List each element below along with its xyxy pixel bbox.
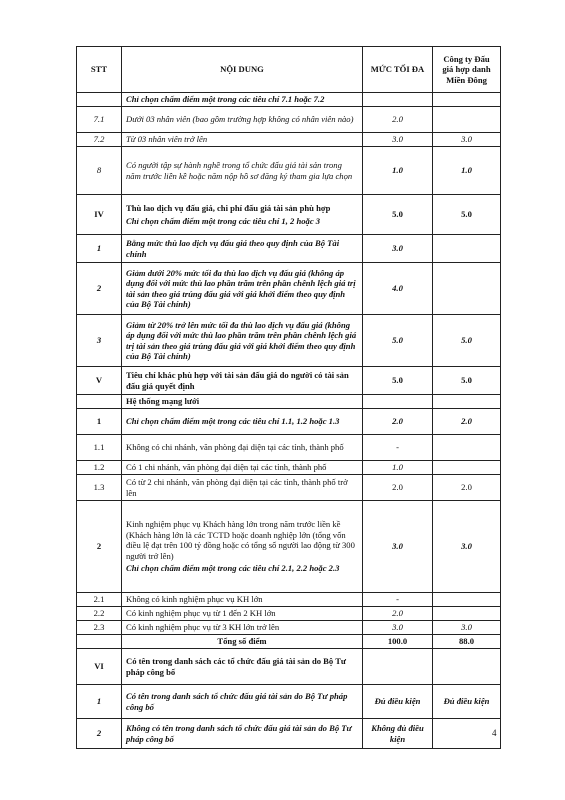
row-max: 3.0 [363, 621, 433, 635]
row-content: Hệ thống mạng lưới [122, 395, 363, 409]
row-content: Chỉ chọn chấm điểm một trong các tiêu chí 1.1, 1.2 hoặc 1.3 [122, 409, 363, 435]
row-company [433, 395, 501, 409]
row-max: - [363, 593, 433, 607]
row-company [433, 649, 501, 685]
row-stt: 2.2 [77, 607, 122, 621]
row-company [433, 593, 501, 607]
row-stt [77, 395, 122, 409]
row-max: Đủ điều kiện [363, 685, 433, 719]
row-company: 3.0 [433, 133, 501, 147]
table-row [77, 409, 501, 435]
row-stt: 2 [77, 263, 122, 315]
row-content: Tiêu chí khác phù hợp với tài sản đấu giá do người có tài sản đấu giá quyết định [122, 367, 363, 395]
row-stt: 7.2 [77, 133, 122, 147]
row-content: Có người tập sự hành nghề trong tổ chức đấu giá tài sản trong năm trước liền kề hoặc năm nộp hồ sơ đăng ký tham gia lựa chọn [122, 147, 363, 195]
table-row [77, 315, 501, 367]
row-max: 2.0 [363, 409, 433, 435]
row-company: 5.0 [433, 367, 501, 395]
row-stt: VI [77, 649, 122, 685]
table-row [77, 395, 501, 409]
row-stt: V [77, 367, 122, 395]
row-content-main: Thù lao dịch vụ đấu giá, chi phí đấu giá tài sản phù hợp [126, 203, 331, 214]
row-max [363, 649, 433, 685]
row-company: 5.0 [433, 315, 501, 367]
row-content: Bằng mức thù lao dịch vụ đấu giá theo quy định của Bộ Tài chính [122, 235, 363, 263]
table-row [77, 235, 501, 263]
row-stt: 2 [77, 501, 122, 593]
table-row [77, 367, 501, 395]
row-stt: 7.1 [77, 107, 122, 133]
row-content-main: Kinh nghiệm phục vụ Khách hàng lớn trong năm trước liền kề (Khách hàng lớn là các TCTD hoặc doanh nghiệp lớn (tổng vốn điều lệ đạt trên 100 tỷ đồng hoặc có tổng số người lao động từ 300 người trở lên) [126, 519, 355, 561]
row-company [433, 435, 501, 461]
row-content: Có tên trong danh sách tổ chức đấu giá tài sản do Bộ Tư pháp công bố [122, 685, 363, 719]
row-stt: 1 [77, 235, 122, 263]
row-content: Không có tên trong danh sách tổ chức đấu giá tài sản do Bộ Tư pháp công bố [122, 719, 363, 749]
row-company: 2.0 [433, 409, 501, 435]
row-content: Có 1 chi nhánh, văn phòng đại diện tại các tỉnh, thành phố [122, 461, 363, 475]
row-company [433, 461, 501, 475]
row-company: 1.0 [433, 147, 501, 195]
table-row [77, 621, 501, 635]
table-row [77, 435, 501, 461]
row-company: 3.0 [433, 621, 501, 635]
table-row [77, 649, 501, 685]
row-max: - [363, 435, 433, 461]
row-company [433, 719, 501, 749]
total-company: 88.0 [433, 635, 501, 649]
row-content: Có tên trong danh sách các tổ chức đấu giá tài sản do Bộ Tư pháp công bố [122, 649, 363, 685]
row-company [433, 263, 501, 315]
table-row [77, 461, 501, 475]
row-stt: 2.1 [77, 593, 122, 607]
row-max: 5.0 [363, 315, 433, 367]
row-content: Có kinh nghiệm phục vụ từ 3 KH lớn trở lên [122, 621, 363, 635]
row-stt: 2 [77, 719, 122, 749]
table-row [77, 685, 501, 719]
row-stt: 8 [77, 147, 122, 195]
table-row [77, 133, 501, 147]
row-content [122, 501, 363, 593]
row-max [363, 395, 433, 409]
table-row [77, 107, 501, 133]
row-max: 2.0 [363, 107, 433, 133]
row-company: Đủ điều kiện [433, 685, 501, 719]
row-content: Dưới 03 nhân viên (bao gồm trường hợp không có nhân viên nào) [122, 107, 363, 133]
row-stt: IV [77, 195, 122, 235]
row-content: Giảm dưới 20% mức tối đa thù lao dịch vụ đấu giá (không áp dụng đối với mức thù lao phần trăm trên phần chênh lệch giá trị tài sản theo giá trúng đấu giá với giá khởi điểm theo quy định của Bộ Tài chính) [122, 263, 363, 315]
header-company: Công ty Đấu giá hợp danh Miền Đông [433, 47, 501, 93]
page-number: 4 [492, 728, 497, 738]
row-max: 1.0 [363, 147, 433, 195]
row-stt [77, 635, 122, 649]
row-company: 5.0 [433, 195, 501, 235]
row-stt: 1 [77, 409, 122, 435]
row-content [122, 195, 363, 235]
row-content: Có từ 2 chi nhánh, văn phòng đại diện tại các tỉnh, thành phố trở lên [122, 475, 363, 501]
row-content: Từ 03 nhân viên trở lên [122, 133, 363, 147]
row-content: Giảm từ 20% trở lên mức tối đa thù lao dịch vụ đấu giá (không áp dụng đối với mức thù lao phần trăm trên phần chênh lệch giá trị tài sản theo giá trúng đấu giá với giá khởi điểm theo quy định của Bộ Tài chính) [122, 315, 363, 367]
row-company [433, 607, 501, 621]
row-max: 2.0 [363, 475, 433, 501]
row-stt [77, 93, 122, 107]
row-max: 1.0 [363, 461, 433, 475]
row-max: Không đủ điều kiện [363, 719, 433, 749]
row-max: 2.0 [363, 607, 433, 621]
table-row [77, 593, 501, 607]
row-stt: 1.2 [77, 461, 122, 475]
row-max: 5.0 [363, 367, 433, 395]
row-max: 3.0 [363, 501, 433, 593]
table-row [77, 195, 501, 235]
row-max: 3.0 [363, 235, 433, 263]
table-row [77, 263, 501, 315]
header-content: NỘI DUNG [122, 47, 363, 93]
table-row [77, 607, 501, 621]
scoring-table [76, 46, 501, 749]
row-content-note: Chỉ chọn chấm điểm một trong các tiêu chí 1, 2 hoặc 3 [126, 215, 321, 226]
row-company: 2.0 [433, 475, 501, 501]
row-max [363, 93, 433, 107]
row-content: Có kinh nghiệm phục vụ từ 1 đến 2 KH lớn [122, 607, 363, 621]
row-company [433, 107, 501, 133]
total-max: 100.0 [363, 635, 433, 649]
row-content: Chỉ chọn chấm điểm một trong các tiêu chí 7.1 hoặc 7.2 [122, 93, 363, 107]
row-stt: 1 [77, 685, 122, 719]
row-company: 3.0 [433, 501, 501, 593]
table-row [77, 147, 501, 195]
total-label: Tổng số điểm [122, 635, 363, 649]
row-company [433, 93, 501, 107]
row-max: 5.0 [363, 195, 433, 235]
table-row [77, 475, 501, 501]
row-company [433, 235, 501, 263]
row-max: 4.0 [363, 263, 433, 315]
row-content: Không có kinh nghiệm phục vụ KH lớn [122, 593, 363, 607]
header-max-score: MỨC TỐI ĐA [363, 47, 433, 93]
row-stt: 2.3 [77, 621, 122, 635]
row-stt: 3 [77, 315, 122, 367]
row-stt: 1.1 [77, 435, 122, 461]
row-stt: 1.3 [77, 475, 122, 501]
table-row [77, 501, 501, 593]
header-stt: STT [77, 47, 122, 93]
row-content-note: Chỉ chọn chấm điểm một trong các tiêu chí 2.1, 2.2 hoặc 2.3 [126, 563, 340, 574]
row-max: 3.0 [363, 133, 433, 147]
table-header-row [77, 47, 501, 93]
row-content: Không có chi nhánh, văn phòng đại diện tại các tỉnh, thành phố [122, 435, 363, 461]
table-row [77, 93, 501, 107]
table-row [77, 719, 501, 749]
total-row [77, 635, 501, 649]
